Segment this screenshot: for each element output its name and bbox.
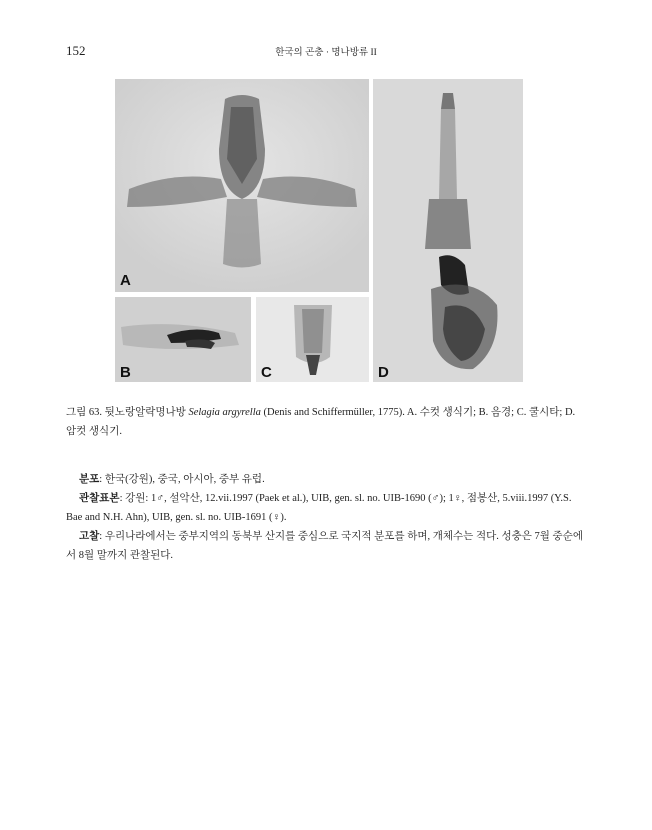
female-genitalia-image: [373, 79, 523, 382]
specimens-text: : 강원: 1♂, 설악산, 12.vii.1997 (Paek et al.), UIB, gen. sl. no. UIB-1690 (♂); 1♀, 점봉산, 5.viii.1997 (Y.S. Bae and N.H. Ahn), UIB, gen. sl. no. UIB-1691 (♀).: [66, 493, 572, 523]
panel-label-b: B: [120, 364, 131, 381]
species-account: [66, 470, 586, 565]
distribution-paragraph: [66, 470, 586, 489]
caption-authority: (Denis and Schiffermüller, 1775). A. 수컷 생식기; B. 음경; C. 쿨시타; D. 암컷 생식기.: [66, 407, 576, 437]
figure-caption: [66, 403, 586, 441]
species-name: Selagia argyrella: [188, 407, 261, 418]
figure-panel-b: [115, 297, 251, 382]
caption-prefix: 그림 63. 뒷노랑알락명나방: [66, 407, 189, 418]
panel-label-d: D: [378, 364, 389, 381]
remarks-paragraph: [66, 527, 586, 565]
figure-panel-a: [115, 79, 369, 292]
figure-panel-d: [373, 79, 523, 382]
figure-panel-c: [256, 297, 369, 382]
panel-label-a: A: [120, 272, 131, 289]
specimens-paragraph: [66, 489, 586, 527]
male-genitalia-image: [115, 79, 369, 292]
page-number: 152: [66, 43, 86, 58]
figure-plate: [115, 79, 523, 382]
uncus-image: [256, 297, 369, 382]
running-title: 한국의 곤충 · 명나방류 II: [275, 48, 377, 58]
remarks-label: 고찰: [79, 531, 100, 542]
specimens-label: 관찰표본: [79, 493, 120, 504]
distribution-text: : 한국(강원), 중국, 아시아, 중부 유럽.: [99, 474, 265, 485]
panel-label-c: C: [261, 364, 272, 381]
page-header: [66, 43, 586, 61]
aedeagus-image: [115, 297, 251, 382]
remarks-text: : 우리나라에서는 중부지역의 동북부 산지를 중심으로 국지적 분포를 하며, 개체수는 적다. 성충은 7월 중순에서 8월 말까지 관찰된다.: [66, 531, 583, 561]
distribution-label: 분포: [79, 474, 100, 485]
